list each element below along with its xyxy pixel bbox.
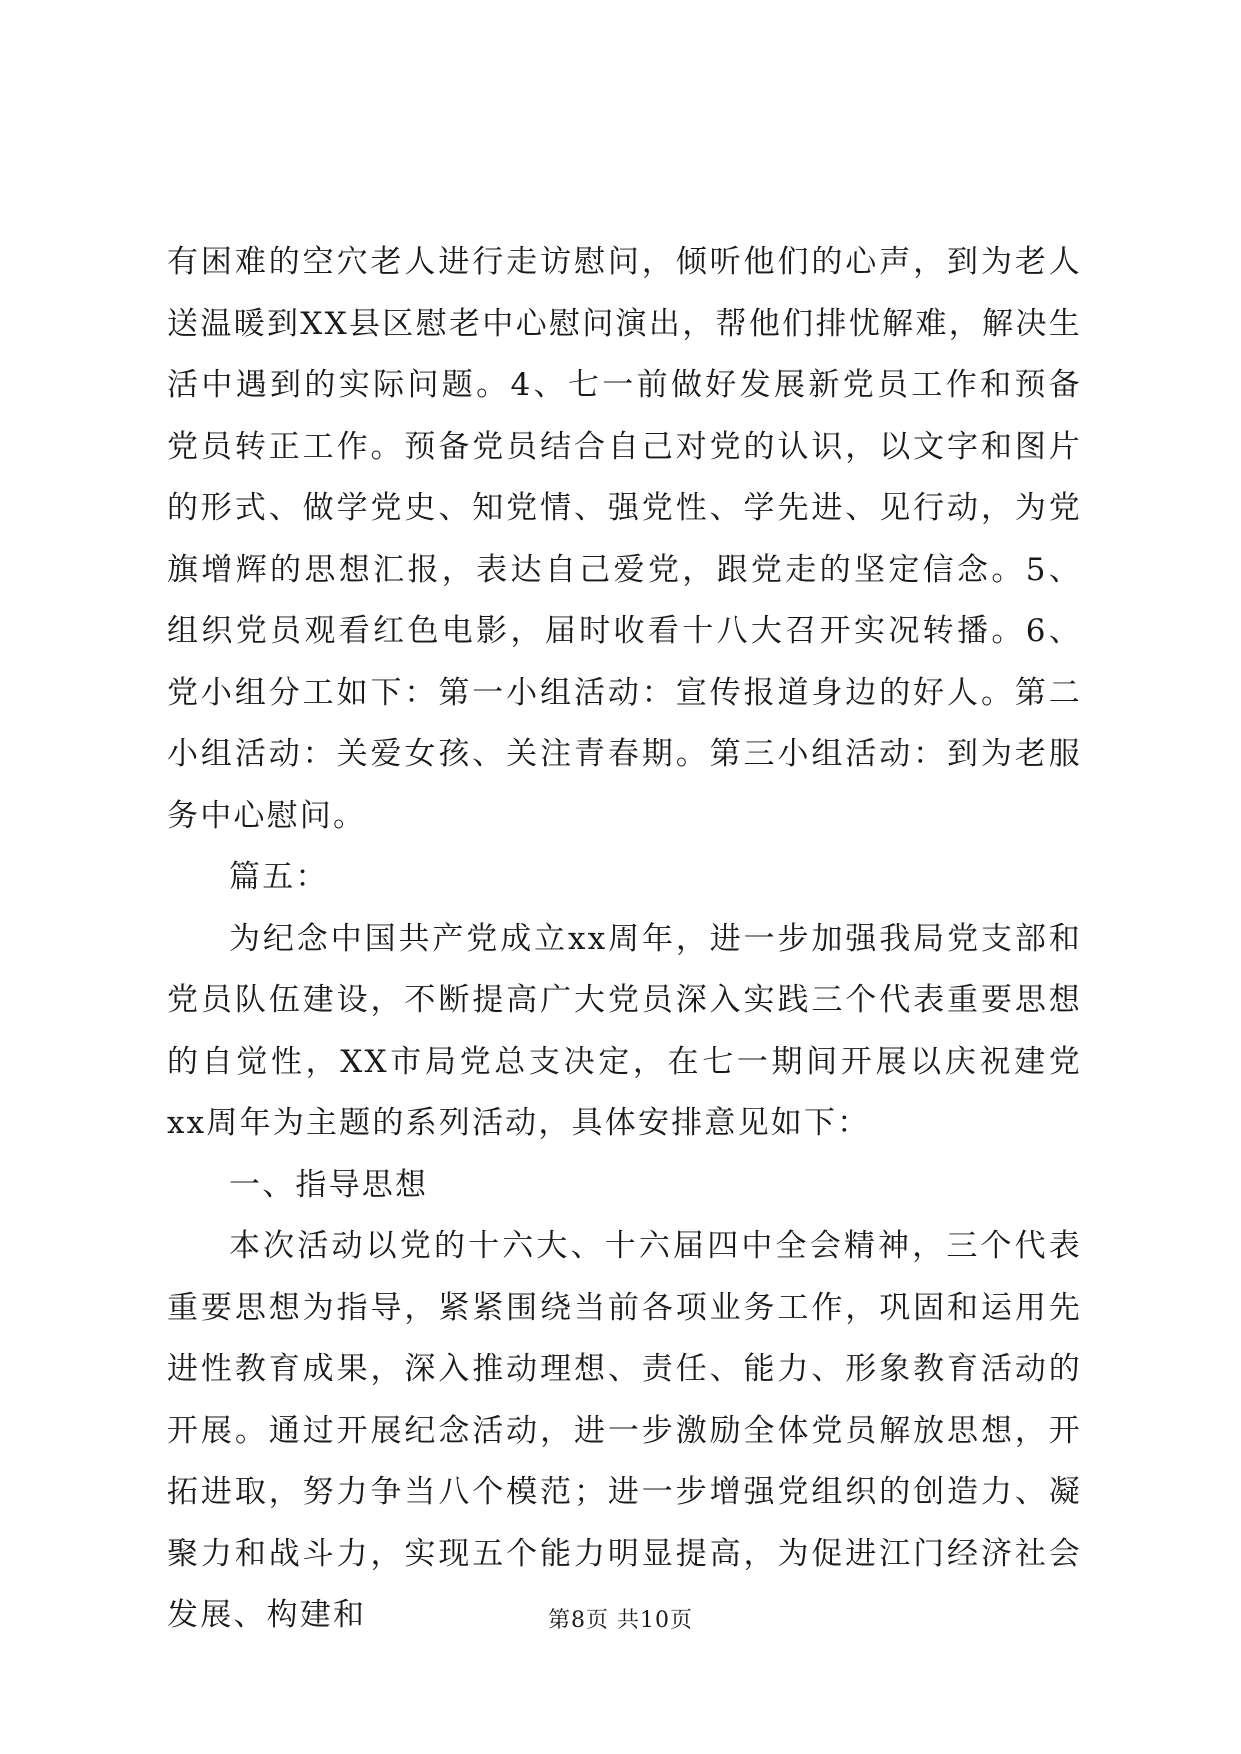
paragraph-guiding-thought: 本次活动以党的十六大、十六届四中全会精神，三个代表重要思想为指导，紧紧围绕当前各项业务工作，巩固和运用先进性教育成果，深入推动理想、责任、能力、形象教育活动的开展。通过开展纪念活动，进一步激励全体党员解放思想，开拓进取，努力争当八个模范；进一步增强党组织的创造力、凝聚力和战斗力，实现五个能力明显提高，为促进江门经济社会发展、构建和 <box>167 1228 1082 1633</box>
paragraph-intro: 为纪念中国共产党成立xx周年，进一步加强我局党支部和党员队伍建设，不断提高广大党员深入实践三个代表重要思想的自觉性，XX市局党总支决定，在七一期间开展以庆祝建党xx周年为主题的系列活动，具体安排意见如下： <box>167 920 1082 1141</box>
paragraph-continuation: 有困难的空穴老人进行走访慰问，倾听他们的心声，到为老人送温暖到XX县区慰老中心慰问演出，帮他们排忧解难，解决生活中遇到的实际问题。4、七一前做好发展新党员工作和预备党员转正工作。预备党员结合自己对党的认识，以文字和图片的形式、做学党史、知党情、强党性、学先进、见行动，为党旗增辉的思想汇报，表达自己爱党，跟党走的坚定信念。5、组织党员观看红色电影，届时收看十八大召开实况转播。6、党小组分工如下：第一小组活动：宣传报道身边的好人。第二小组活动：关爱女孩、关注青春期。第三小组活动：到为老服务中心慰问。 <box>167 244 1082 834</box>
section-heading-pian-wu: 篇五： <box>229 859 329 895</box>
page-number-footer: 第8页 共10页 <box>548 1608 693 1633</box>
document-body <box>167 232 1082 1647</box>
section-heading-guiding-thought: 一、指导思想 <box>229 1166 429 1203</box>
